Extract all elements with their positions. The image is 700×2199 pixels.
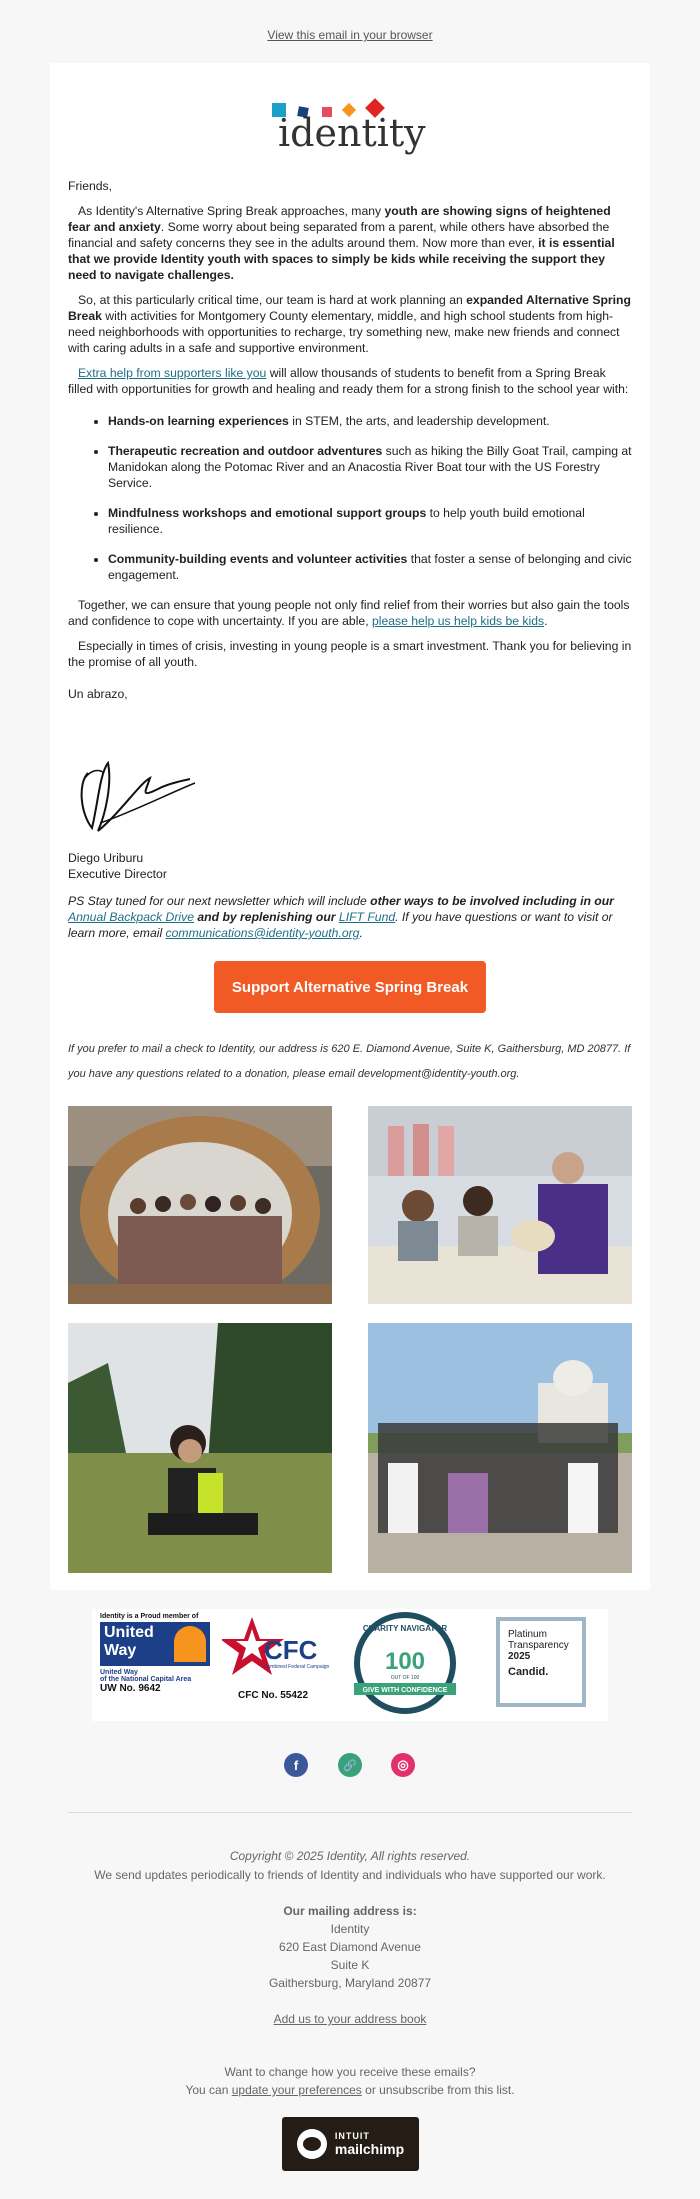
united-way-badge: Identity is a Proud member of United Way United Way of the National Capital Area UW No. 9642 (100, 1613, 212, 1713)
footer-copyright: Copyright © 2025 Identity, All rights reserved. (229, 1849, 471, 1863)
activity-list (68, 413, 634, 583)
p4-text-a: Together, we can ensure that young people not only find relief from their worries but also gain the tools and confidence to cope with uncertainty. If you are able, (68, 598, 630, 628)
help-kids-link[interactable]: please help us help kids be kids (371, 614, 545, 628)
signer-block (68, 850, 634, 882)
footer-change-question: Want to change how you receive these emails? (224, 2065, 476, 2079)
footer-updates: We send updates periodically to friends of Identity and individuals who have supported our work. (94, 1868, 606, 1882)
list-item: • Community-building events and volunteer activities that foster a sense of belonging and civic engagement. (108, 551, 634, 583)
affiliation-badges (92, 1609, 608, 1721)
footer-address-line: 620 East Diamond Avenue (279, 1940, 421, 1954)
list-item: • Therapeutic recreation and outdoor adventures such as hiking the Billy Goat Trail, camping at Manidokan along the Potomac River and an Anacostia River Boat tour with the US Forestry Service. (108, 443, 634, 491)
mailchimp-icon (297, 2129, 327, 2159)
p1-text-c: . Some worry about being separated from a parent, while others have absorbed the financial and safety concerns they see in the adults around them. Now more than ever, (68, 220, 610, 250)
photo-capitol-group (368, 1323, 632, 1573)
svg-text:CFC: CFC (264, 1635, 318, 1665)
extra-help-link[interactable]: Extra help from supporters like you (78, 366, 267, 380)
logo-wordmark: identity (278, 111, 426, 155)
p3-text: will allow thousands of students to benefit from a Spring Break filled with opportunities for growth and healing and ready them for a strong finish to the school year with: (68, 366, 629, 396)
backpack-drive-link[interactable]: Annual Backpack Drive (68, 910, 194, 924)
footer-address-line: Suite K (330, 1958, 370, 1972)
p2-text-c: with activities for Montgomery County elementary, middle, and high school students from high-need neighborhoods with opportunities to recharge, try something new, make new friends and connect with caring adults in a safe and supportive environment. (68, 309, 620, 355)
paragraph-3 (68, 365, 634, 397)
letter-body (68, 178, 634, 702)
instagram-icon[interactable]: ◎ (391, 1753, 415, 1777)
photo-skeleton-lab (368, 1106, 632, 1304)
mailchimp-badge[interactable]: INTUIT mailchimp (282, 2117, 419, 2171)
p1-text-a: As Identity's Alternative Spring Break approaches, many (78, 204, 385, 218)
footer-address-line: Gaithersburg, Maryland 20877 (268, 1976, 432, 1990)
paragraph-4: Together, we can ensure that young people not only find relief from their worries but also gain the tools and confidence to cope with uncertainty. If you are able, please help us help kids be kids. (68, 598, 630, 628)
signature-image (70, 743, 210, 843)
svg-text:OUT OF 100: OUT OF 100 (390, 1675, 420, 1681)
p1-bold-b: youth are showing signs of heightened fear and anxiety (68, 204, 611, 234)
communications-email-link[interactable]: communications@identity-youth.org (165, 926, 360, 940)
p1-bold-d: it is essential that we provide Identity youth with spaces to simply be kids while receiving the support they need to navigate challenges. (68, 236, 615, 282)
p2-bold-b: expanded Alternative Spring Break (68, 293, 631, 323)
lift-fund-link[interactable]: LIFT Fund (338, 910, 396, 924)
photo-shark-jaw-group (68, 1106, 332, 1304)
paragraph-2 (68, 292, 634, 356)
footer-mailing-heading: Our mailing address is: (283, 1904, 417, 1918)
facebook-icon[interactable]: f (284, 1753, 308, 1777)
signer-title: Executive Director (68, 867, 167, 881)
closing: Un abrazo, (68, 687, 128, 701)
email-card (50, 63, 650, 1590)
support-spring-break-button[interactable]: Support Alternative Spring Break (214, 961, 486, 1013)
footer-preferences-line: You can update your preferences or unsubscribe from this list. (185, 2083, 515, 2097)
svg-text:100: 100 (384, 1648, 426, 1675)
list-item: • Hands-on learning experiences in STEM, the arts, and leadership development. (108, 413, 634, 429)
postscript: PS Stay tuned for our next newsletter which will include other ways to be involved including in our Annual Backpack Drive and by replenishing our LIFT Fund. If you have questions or want to visit or learn more, email communications@identity-youth.org. (68, 894, 614, 940)
view-in-browser-link[interactable]: View this email in your browser (267, 28, 433, 42)
add-to-address-book-link[interactable]: Add us to your address book (273, 2012, 427, 2026)
candid-badge: Platinum Transparency 2025 Candid. (496, 1617, 586, 1707)
paragraph-5: Especially in times of crisis, investing in young people is a smart investment. Thank you for believing in the promise of all youth. (68, 639, 632, 669)
cfc-badge: CFC Combined Federal Campaign CFC No. 55422 (222, 1615, 332, 1715)
photo-girl-on-grass (68, 1323, 332, 1573)
salutation: Friends, (68, 179, 113, 193)
signer-name: Diego Uriburu (68, 851, 144, 865)
charity-navigator-badge (342, 1609, 468, 1719)
update-preferences-link[interactable]: update your preferences (231, 2083, 362, 2097)
identity-logo (270, 81, 430, 155)
mail-check-note: If you prefer to mail a check to Identity, our address is 620 E. Diamond Avenue, Suite K, Gaithersburg, MD 20877. If you have any questions related to a donation, please email development@identity-youth.org. (68, 1043, 631, 1080)
list-item: • Mindfulness workshops and emotional support groups to help youth build emotional resilience. (108, 505, 634, 537)
p2-text-a: So, at this particularly critical time, our team is hard at work planning an (78, 293, 467, 307)
website-link-icon[interactable]: 🔗 (338, 1753, 362, 1777)
footer-address-line: Identity (330, 1922, 370, 1936)
paragraph-1 (68, 203, 634, 283)
footer-divider (68, 1812, 632, 1813)
svg-text:CHARITY NAVIGATOR: CHARITY NAVIGATOR (362, 1624, 448, 1633)
svg-text:Combined Federal Campaign: Combined Federal Campaign (264, 1664, 330, 1670)
svg-text:GIVE WITH CONFIDENCE: GIVE WITH CONFIDENCE (362, 1687, 448, 1694)
